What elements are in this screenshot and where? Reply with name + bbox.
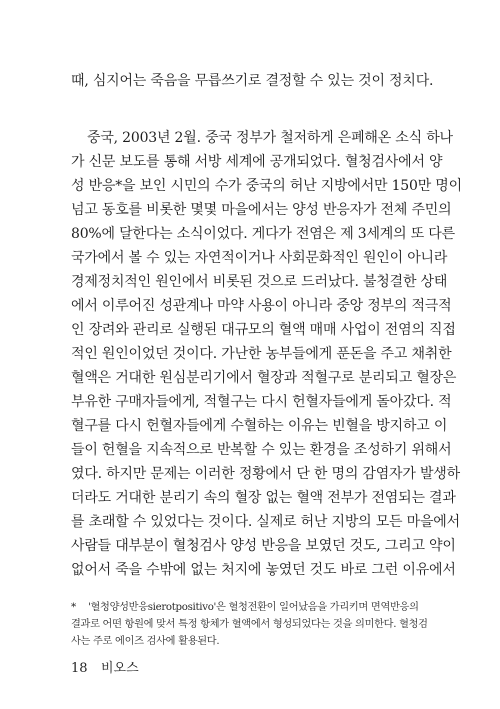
paragraph-line: 가 신문 보도를 통해 서방 세계에 공개되었다. 혈청검사에서 양 [71, 154, 443, 170]
paragraph-line: 사람들 대부분이 혈청검사 양성 반응을 보였던 것도, 그리고 약이 [71, 538, 456, 554]
paragraph-line: 들이 헌혈을 지속적으로 반복할 수 있는 환경을 조성하기 위해서 [71, 442, 452, 458]
paragraph-line: 에서 이루어진 성관계나 마약 사용이 아니라 중앙 정부의 적극적 [71, 298, 452, 314]
running-title: 비오스 [101, 661, 139, 676]
footnote-line: '혈청양성반응sierotpositivo'은 혈청전환이 일어났음을 가리키며 면역반응의 [88, 602, 419, 613]
footnote-marker: * [71, 601, 77, 613]
paragraph-line: 성 반응*을 보인 시민의 수가 중국의 허난 지방에서만 150만 명이 [71, 178, 462, 194]
paragraph-line: 넘고 동호를 비롯한 몇몇 마을에서는 양성 반응자가 전체 주민의 [71, 202, 452, 218]
paragraph-line: 혈액은 거대한 원심분리기에서 혈장과 적혈구로 분리되고 혈장은 [71, 370, 457, 386]
footnote-line: 결과로 어떤 항원에 맞서 특정 항체가 혈액에서 형성되었다는 것을 의미한다. 혈청검 [71, 619, 428, 630]
body-line-top: 때, 심지어는 죽음을 무릅쓰기로 결정할 수 있는 것이 정치다. [71, 73, 434, 89]
paragraph-line: 를 초래할 수 있었다는 것이다. 실제로 허난 지방의 모든 마을에서 [71, 514, 460, 530]
paragraph-line: 인 장려와 관리로 실행된 대규모의 혈액 매매 사업이 전염의 직접 [71, 322, 456, 338]
paragraph-line: 혈구를 다시 헌혈자들에게 수혈하는 이유는 빈혈을 방지하고 이 [71, 418, 448, 434]
footnote-line: 사는 주로 에이즈 검사에 활용된다. [71, 636, 220, 647]
paragraph-first-line: 중국, 2003년 2월. 중국 정부가 철저하게 은폐해온 소식 하나 [87, 130, 453, 146]
paragraph-line: 적인 원인이었던 것이다. 가난한 농부들에게 푼돈을 주고 채취한 [71, 346, 452, 362]
paragraph-line: 더라도 거대한 분리기 속의 혈장 없는 혈액 전부가 전염되는 결과 [71, 490, 456, 506]
paragraph-line: 였다. 하지만 문제는 이러한 정황에서 단 한 명의 감염자가 발생하 [71, 466, 460, 482]
paragraph-line: 80%에 달한다는 소식이었다. 게다가 전염은 제 3세계의 또 다른 [71, 226, 455, 242]
paragraph-line: 국가에서 볼 수 있는 자연적이거나 사회문화적인 원인이 아니라 [71, 250, 448, 266]
page-number: 18 [71, 661, 88, 676]
paragraph-line: 경제정치적인 원인에서 비롯된 것으로 드러났다. 불청결한 상태 [71, 274, 448, 290]
paragraph-line: 없어서 죽을 수밖에 없는 처지에 놓였던 것도 바로 그런 이유에서 [71, 562, 456, 578]
paragraph-line: 부유한 구매자들에게, 적혈구는 다시 헌혈자들에게 돌아갔다. 적 [71, 394, 452, 410]
